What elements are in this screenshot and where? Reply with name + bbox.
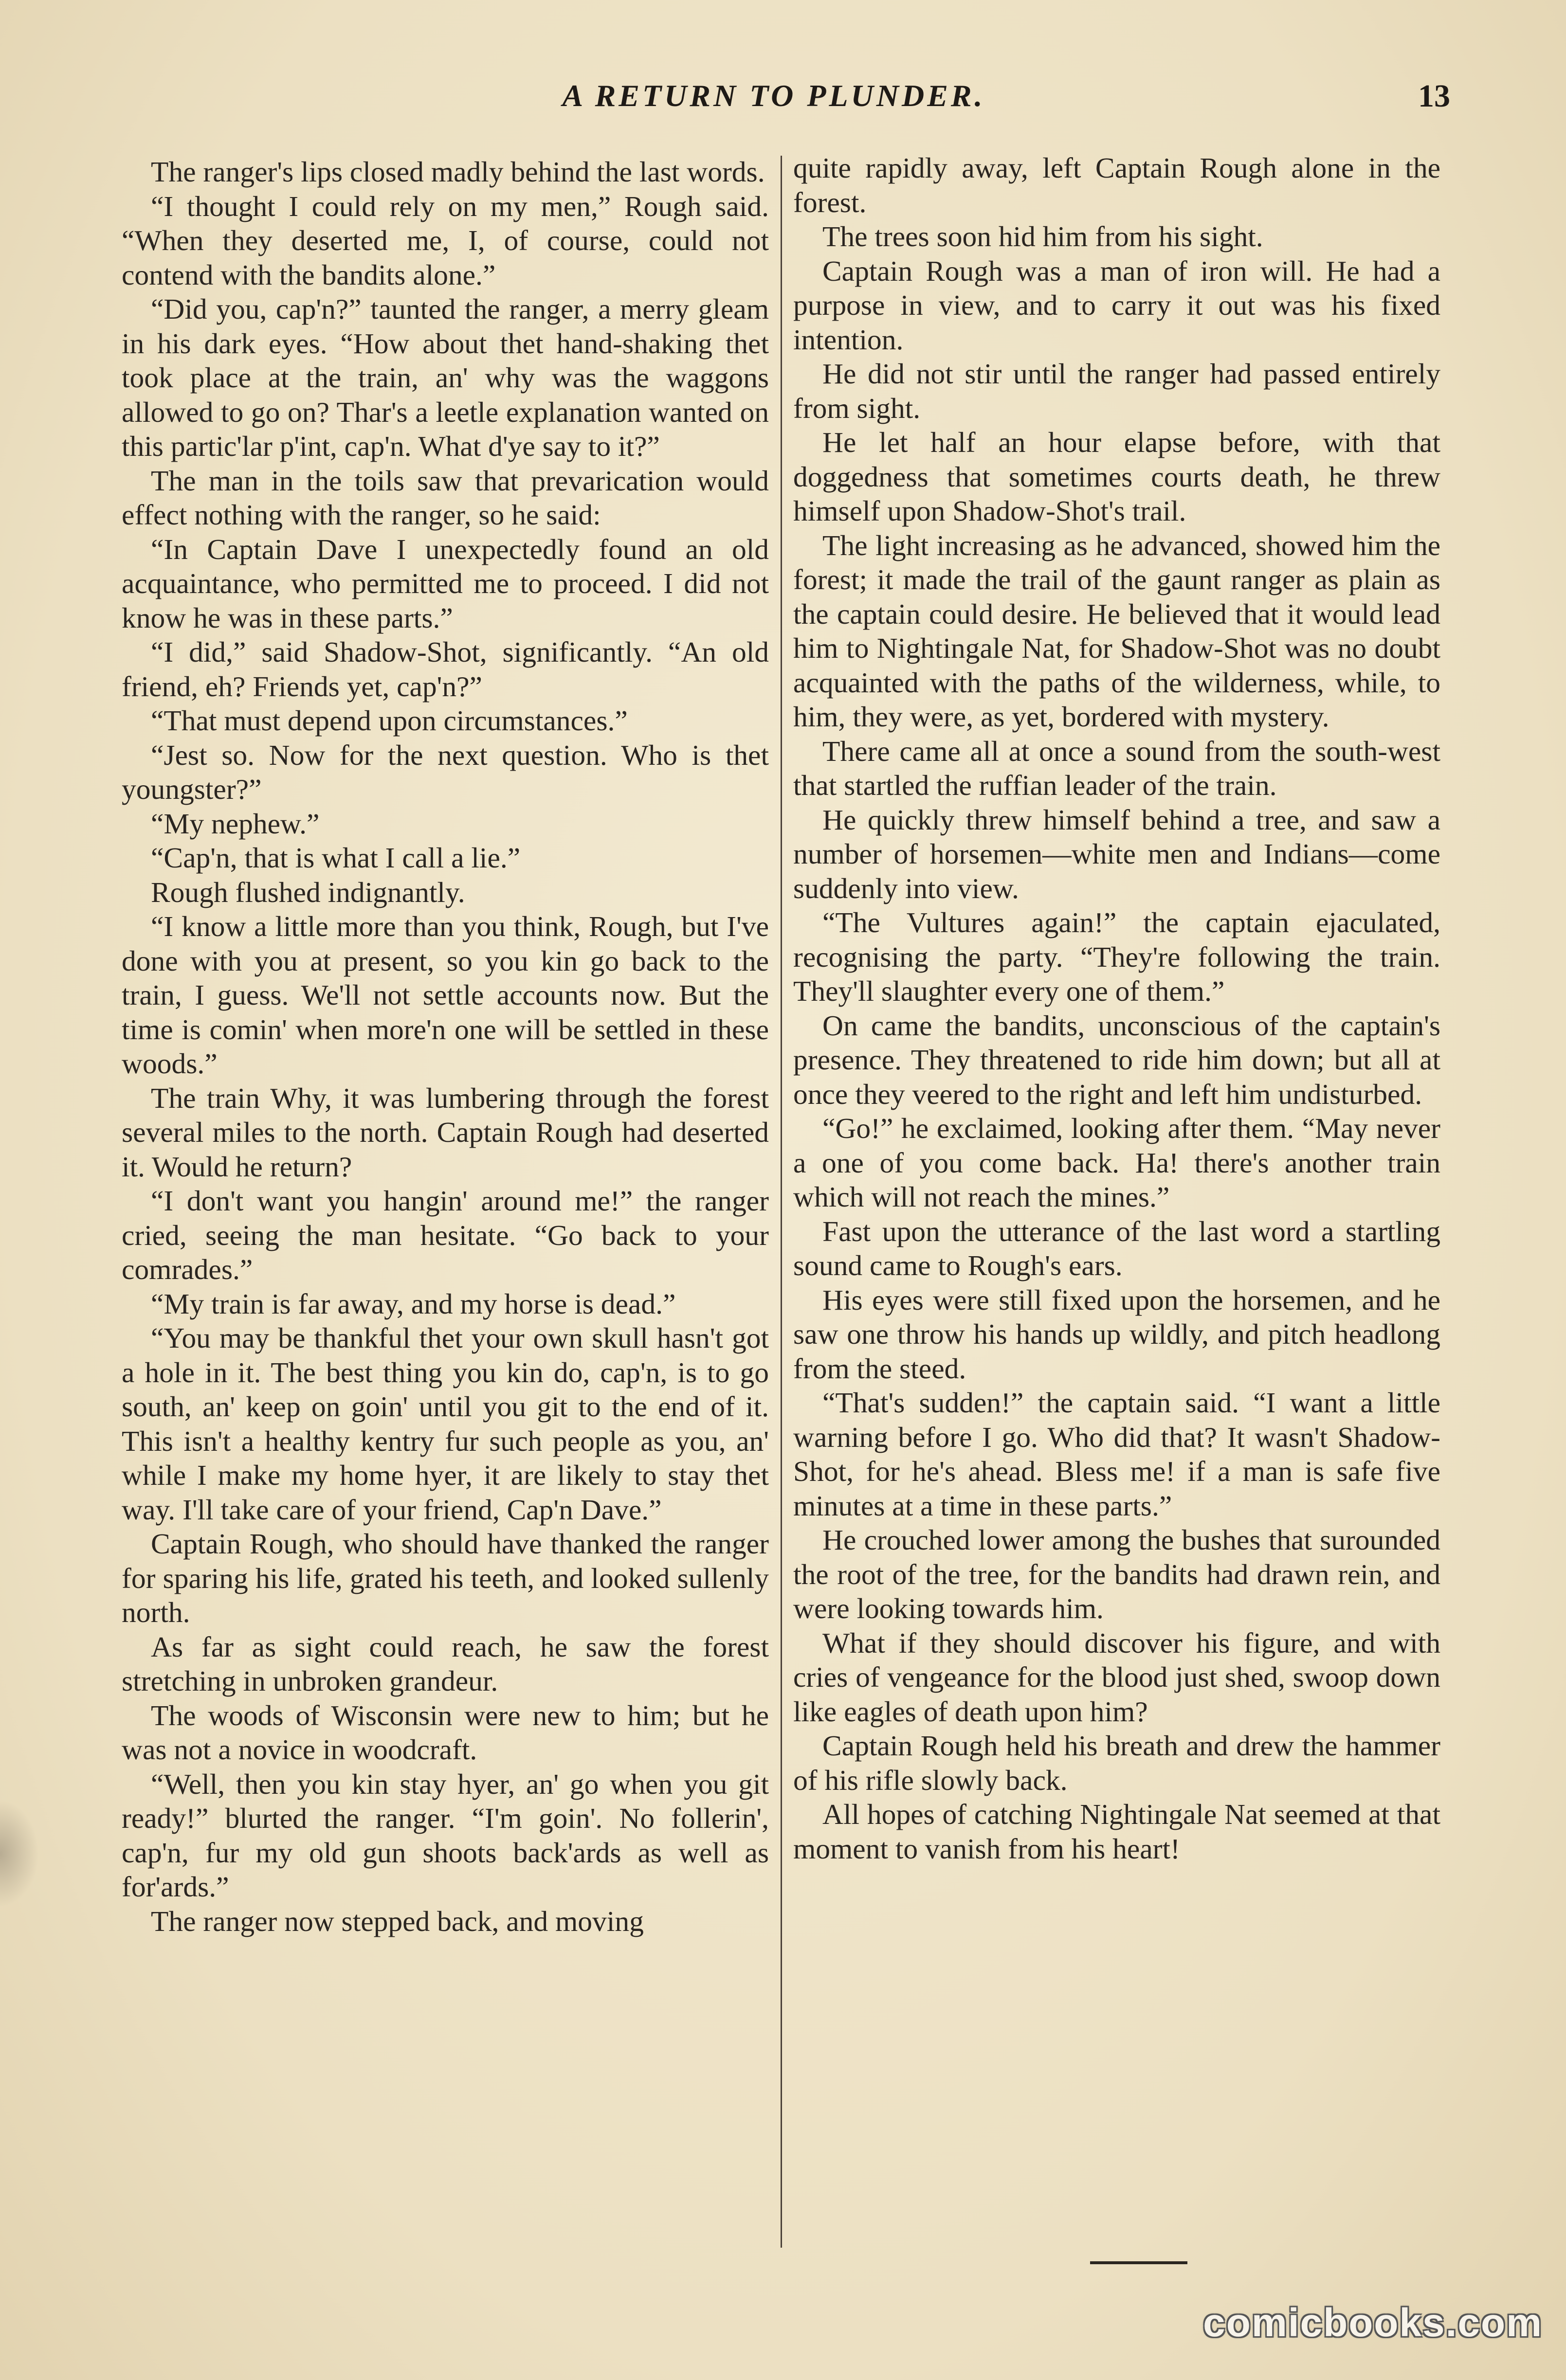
paragraph: “I did,” said Shadow-Shot, significantly. “An old friend, eh? Friends yet, cap'n?” bbox=[122, 636, 769, 703]
left-text-column bbox=[122, 155, 769, 1938]
paragraph: The woods of Wisconsin were new to him; but he was not a novice in woodcraft. bbox=[122, 1699, 769, 1766]
paragraph: “You may be thankful thet your own skull hasn't got a hole in it. The best thing you kin do, cap'n, is to go south, an' keep on goin' until you git to the end of it. This isn't a healthy kentry fur such people as you, an' while I make my home hyer, it are likely to stay thet way. I'll take care of your friend, Cap'n Dave.” bbox=[122, 1322, 769, 1526]
paragraph: The man in the toils saw that prevarication would effect nothing with the ranger, so he said: bbox=[122, 464, 769, 531]
paragraph: He did not stir until the ranger had passed entirely from sight. bbox=[793, 358, 1440, 424]
paragraph: On came the bandits, unconscious of the captain's presence. They threatened to ride him down; but all at once they veered to the right and left him undisturbed. bbox=[793, 1009, 1440, 1110]
paragraph: “Go!” he exclaimed, looking after them. “May never a one of you come back. Ha! there's another train which will not reach the mines.” bbox=[793, 1112, 1440, 1213]
paragraph: “My train is far away, and my horse is dead.” bbox=[151, 1287, 676, 1320]
paragraph: As far as sight could reach, he saw the forest stretching in unbroken grandeur. bbox=[122, 1630, 769, 1697]
paper-stain bbox=[0, 1800, 39, 1907]
paragraph: “Cap'n, that is what I call a lie.” bbox=[151, 842, 521, 874]
paragraph: “Did you, cap'n?” taunted the ranger, a merry gleam in his dark eyes. “How about thet hand-shaking thet took place at the train, an' why was the waggons allowed to go on? Thar's a leetle explanation wanted on this partic'lar p'int, cap'n. What d'ye say to it?” bbox=[122, 293, 769, 462]
paragraph: “My nephew.” bbox=[151, 807, 320, 840]
paragraph: “I don't want you hangin' around me!” the ranger cried, seeing the man hesitate. “Go back to your comrades.” bbox=[122, 1185, 769, 1285]
watermark-text: comicbooks.com bbox=[1203, 2301, 1543, 2345]
paragraph: The trees soon hid him from his sight. bbox=[822, 220, 1263, 252]
paragraph: The train Why, it was lumbering through the forest several miles to the north. Captain Rough had deserted it. Would he return? bbox=[122, 1082, 769, 1183]
paragraph: Fast upon the utterance of the last word a startling sound came to Rough's ears. bbox=[793, 1215, 1440, 1281]
paragraph: “Jest so. Now for the next question. Who is thet youngster?” bbox=[122, 739, 769, 805]
running-title: A RETURN TO PLUNDER. bbox=[562, 78, 985, 113]
paragraph: What if they should discover his figure, and with cries of vengeance for the blood just shed, swoop down like eagles of death upon him? bbox=[793, 1626, 1440, 1728]
paragraph: The ranger now stepped back, and moving bbox=[151, 1905, 644, 1937]
paragraph: “That must depend upon circumstances.” bbox=[151, 704, 628, 737]
paragraph: “I know a little more than you think, Rough, but I've done with you at present, so you kin go back to the train, I guess. We'll not settle accounts now. But the time is comin' when more'n one will be settled in these woods.” bbox=[122, 910, 769, 1080]
paragraph: Captain Rough held his breath and drew the hammer of his rifle slowly back. bbox=[793, 1730, 1440, 1796]
paragraph: Rough flushed indignantly. bbox=[151, 876, 465, 908]
paragraph: There came all at once a sound from the south-west that startled the ruffian leader of the train. bbox=[793, 735, 1440, 801]
paragraph: His eyes were still fixed upon the horsemen, and he saw one throw his hands up wildly, and pitch headlong from the steed. bbox=[793, 1283, 1440, 1385]
paragraph: quite rapidly away, left Captain Rough alone in the forest. bbox=[793, 152, 1440, 218]
paragraph: Captain Rough, who should have thanked the ranger for sparing his life, grated his teeth, and looked sullenly north. bbox=[122, 1528, 769, 1628]
paragraph: The light increasing as he advanced, showed him the forest; it made the trail of the gaunt ranger as plain as the captain could desire. He believed that it would lead him to Nightingale Nat, for Shadow-Shot was no doubt acquainted with the paths of the wilderness, while, to him, they were, as yet, bordered with mystery. bbox=[793, 529, 1440, 733]
paragraph: He let half an hour elapse before, with that doggedness that sometimes courts death, he threw himself upon Shadow-Shot's trail. bbox=[793, 426, 1440, 527]
right-text-column bbox=[793, 151, 1440, 1866]
paragraph: “Well, then you kin stay hyer, an' go when you git ready!” blurted the ranger. “I'm goin'. No follerin', cap'n, fur my old gun shoots back'ards as well as for'ards.” bbox=[122, 1767, 769, 1903]
paragraph: “The Vultures again!” the captain ejaculated, recognising the party. “They're following the train. They'll slaughter every one of them.” bbox=[793, 906, 1440, 1007]
page-number: 13 bbox=[1418, 78, 1450, 114]
paragraph: He quickly threw himself behind a tree, and saw a number of horsemen—white men and Indians—come suddenly into view. bbox=[793, 803, 1440, 904]
end-of-story-dash bbox=[1090, 2261, 1187, 2264]
paragraph: “That's sudden!” the captain said. “I want a little warning before I go. Who did that? It wasn't Shadow-Shot, for he's ahead. Bless me! if a man is safe five minutes at a time in these parts.” bbox=[793, 1387, 1440, 1522]
paragraph: All hopes of catching Nightingale Nat seemed at that moment to vanish from his heart! bbox=[793, 1798, 1440, 1865]
paragraph: He crouched lower among the bushes that surounded the root of the tree, for the bandits had drawn rein, and were looking towards him. bbox=[793, 1524, 1440, 1624]
paragraph: “I thought I could rely on my men,” Rough said. “When they deserted me, I, of course, could not contend with the bandits alone.” bbox=[122, 190, 769, 291]
paragraph: Captain Rough was a man of iron will. He had a purpose in view, and to carry it out was his fixed intention. bbox=[793, 254, 1440, 356]
paragraph: The ranger's lips closed madly behind the last words. bbox=[151, 156, 765, 188]
paragraph: “In Captain Dave I unexpectedly found an old acquaintance, who permitted me to proceed. I did not know he was in these parts.” bbox=[122, 533, 769, 634]
column-divider bbox=[781, 156, 782, 2248]
